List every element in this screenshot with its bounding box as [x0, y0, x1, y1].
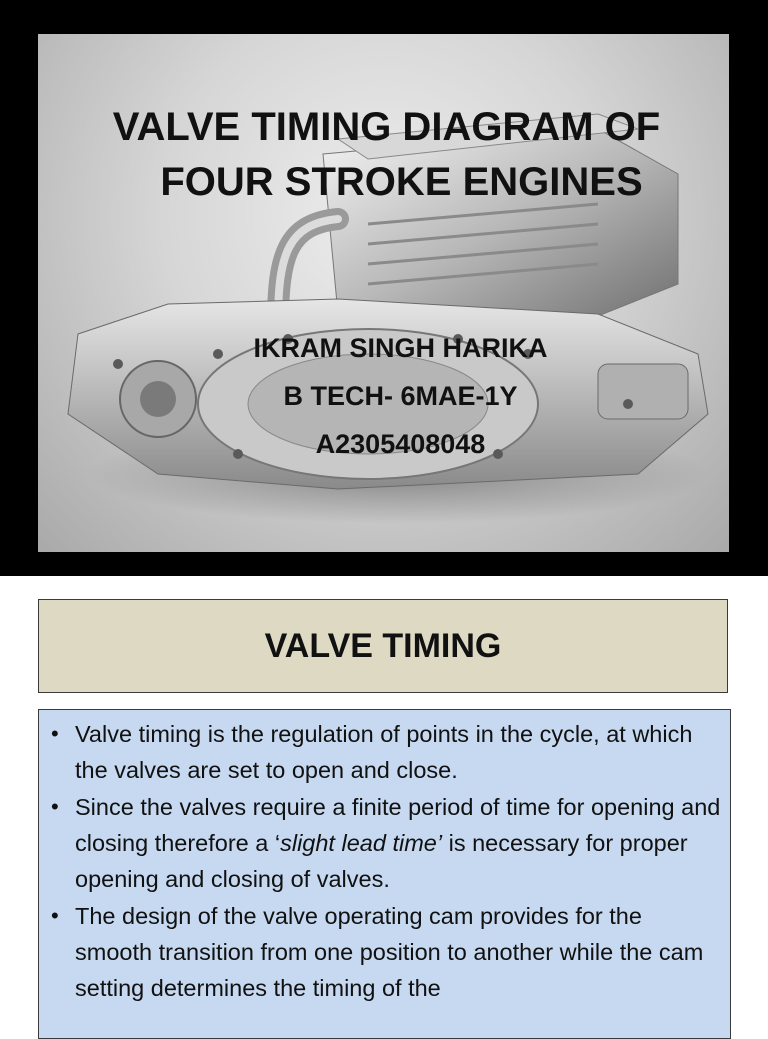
bullet-item — [49, 898, 722, 1006]
bullet-text: The design of the valve operating cam provides for the smooth transition from one position to another while the cam setting determines the timing of the — [75, 903, 704, 1001]
bullet-item — [49, 789, 722, 897]
content-box — [38, 709, 731, 1039]
slide-title — [38, 100, 729, 210]
bullet-text-before: Since the valves require a finite period of time for opening and closing therefore a ‘ — [75, 794, 721, 856]
bullet-list — [39, 710, 730, 1006]
author-block — [38, 324, 729, 468]
title-line-2: FOUR STROKE ENGINES — [160, 160, 643, 204]
bullet-text-after: is necessary for proper opening and closing of valves. — [75, 830, 688, 892]
section-heading-box — [38, 599, 728, 693]
bullet-emphasis: slight lead time’ — [280, 830, 443, 856]
bullet-icon: • — [51, 794, 59, 819]
bullet-icon: • — [51, 903, 59, 928]
course-info: B TECH- 6MAE-1Y — [283, 381, 518, 411]
title-line-1: VALVE TIMING DIAGRAM OF — [112, 105, 661, 149]
engine-photo-backdrop — [38, 34, 729, 552]
bullet-text: Valve timing is the regulation of points in the cycle, at which the valves are set to open and close. — [75, 721, 693, 783]
author-name: IKRAM SINGH HARIKA — [253, 333, 548, 363]
bullet-icon: • — [51, 721, 59, 746]
roll-number: A2305408048 — [315, 429, 486, 459]
section-heading: VALVE TIMING — [264, 626, 502, 665]
bullet-item — [49, 716, 722, 788]
